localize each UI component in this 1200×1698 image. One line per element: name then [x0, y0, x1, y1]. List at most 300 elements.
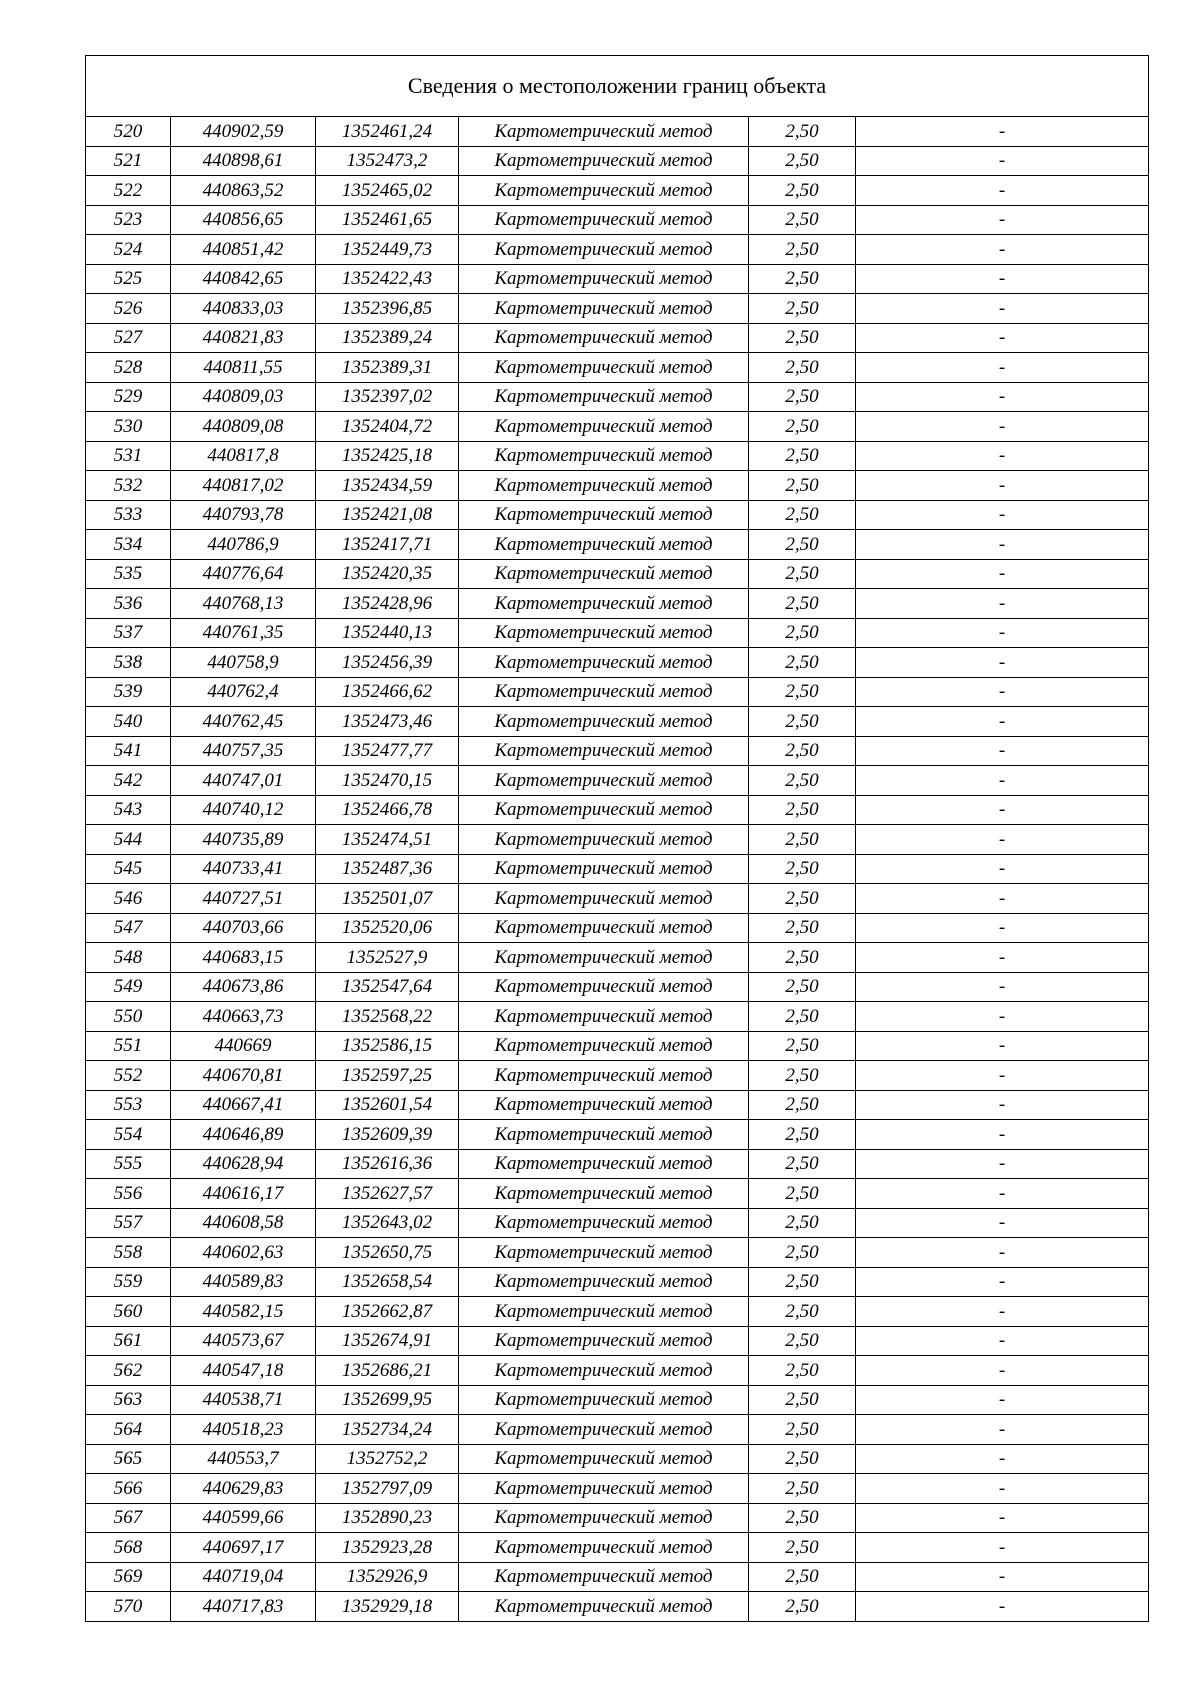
accuracy-cell: 2,50 [749, 648, 856, 678]
y-coordinate-cell: 1352473,46 [316, 707, 459, 737]
table-row [86, 235, 1149, 265]
note-cell: - [856, 943, 1149, 973]
method-cell: Картометрический метод [459, 854, 749, 884]
table-row [86, 825, 1149, 855]
accuracy-cell: 2,50 [749, 1267, 856, 1297]
table-title-row [86, 56, 1149, 117]
table-row [86, 1385, 1149, 1415]
point-number-cell: 548 [86, 943, 171, 973]
point-number-cell: 542 [86, 766, 171, 796]
table-row [86, 707, 1149, 737]
table-row [86, 1031, 1149, 1061]
y-coordinate-cell: 1352520,06 [316, 913, 459, 943]
note-cell: - [856, 1444, 1149, 1474]
y-coordinate-cell: 1352425,18 [316, 441, 459, 471]
method-cell: Картометрический метод [459, 1415, 749, 1445]
accuracy-cell: 2,50 [749, 1592, 856, 1622]
method-cell: Картометрический метод [459, 972, 749, 1002]
method-cell: Картометрический метод [459, 1503, 749, 1533]
note-cell: - [856, 382, 1149, 412]
point-number-cell: 544 [86, 825, 171, 855]
note-cell: - [856, 176, 1149, 206]
method-cell: Картометрический метод [459, 1061, 749, 1091]
note-cell: - [856, 648, 1149, 678]
y-coordinate-cell: 1352797,09 [316, 1474, 459, 1504]
method-cell: Картометрический метод [459, 589, 749, 619]
note-cell: - [856, 1238, 1149, 1268]
point-number-cell: 551 [86, 1031, 171, 1061]
point-number-cell: 531 [86, 441, 171, 471]
x-coordinate-cell: 440670,81 [171, 1061, 316, 1091]
y-coordinate-cell: 1352461,24 [316, 117, 459, 147]
y-coordinate-cell: 1352461,65 [316, 205, 459, 235]
accuracy-cell: 2,50 [749, 795, 856, 825]
table-row [86, 500, 1149, 530]
y-coordinate-cell: 1352396,85 [316, 294, 459, 324]
x-coordinate-cell: 440616,17 [171, 1179, 316, 1209]
x-coordinate-cell: 440762,4 [171, 677, 316, 707]
accuracy-cell: 2,50 [749, 825, 856, 855]
note-cell: - [856, 677, 1149, 707]
point-number-cell: 537 [86, 618, 171, 648]
note-cell: - [856, 1179, 1149, 1209]
point-number-cell: 527 [86, 323, 171, 353]
method-cell: Картометрический метод [459, 412, 749, 442]
y-coordinate-cell: 1352527,9 [316, 943, 459, 973]
accuracy-cell: 2,50 [749, 500, 856, 530]
method-cell: Картометрический метод [459, 1238, 749, 1268]
y-coordinate-cell: 1352686,21 [316, 1356, 459, 1386]
x-coordinate-cell: 440786,9 [171, 530, 316, 560]
y-coordinate-cell: 1352420,35 [316, 559, 459, 589]
x-coordinate-cell: 440842,65 [171, 264, 316, 294]
note-cell: - [856, 235, 1149, 265]
y-coordinate-cell: 1352404,72 [316, 412, 459, 442]
point-number-cell: 549 [86, 972, 171, 1002]
point-number-cell: 532 [86, 471, 171, 501]
note-cell: - [856, 884, 1149, 914]
accuracy-cell: 2,50 [749, 707, 856, 737]
x-coordinate-cell: 440762,45 [171, 707, 316, 737]
x-coordinate-cell: 440747,01 [171, 766, 316, 796]
point-number-cell: 528 [86, 353, 171, 383]
method-cell: Картометрический метод [459, 323, 749, 353]
x-coordinate-cell: 440817,02 [171, 471, 316, 501]
y-coordinate-cell: 1352752,2 [316, 1444, 459, 1474]
y-coordinate-cell: 1352926,9 [316, 1562, 459, 1592]
point-number-cell: 547 [86, 913, 171, 943]
y-coordinate-cell: 1352658,54 [316, 1267, 459, 1297]
table-row [86, 1208, 1149, 1238]
accuracy-cell: 2,50 [749, 1356, 856, 1386]
accuracy-cell: 2,50 [749, 618, 856, 648]
x-coordinate-cell: 440863,52 [171, 176, 316, 206]
accuracy-cell: 2,50 [749, 117, 856, 147]
y-coordinate-cell: 1352627,57 [316, 1179, 459, 1209]
table-row [86, 1503, 1149, 1533]
accuracy-cell: 2,50 [749, 972, 856, 1002]
point-number-cell: 556 [86, 1179, 171, 1209]
x-coordinate-cell: 440740,12 [171, 795, 316, 825]
method-cell: Картометрический метод [459, 1208, 749, 1238]
note-cell: - [856, 766, 1149, 796]
point-number-cell: 524 [86, 235, 171, 265]
x-coordinate-cell: 440776,64 [171, 559, 316, 589]
table-row [86, 1444, 1149, 1474]
accuracy-cell: 2,50 [749, 1474, 856, 1504]
table-row [86, 323, 1149, 353]
y-coordinate-cell: 1352389,31 [316, 353, 459, 383]
accuracy-cell: 2,50 [749, 1061, 856, 1091]
method-cell: Картометрический метод [459, 913, 749, 943]
x-coordinate-cell: 440599,66 [171, 1503, 316, 1533]
point-number-cell: 521 [86, 146, 171, 176]
point-number-cell: 552 [86, 1061, 171, 1091]
method-cell: Картометрический метод [459, 1267, 749, 1297]
accuracy-cell: 2,50 [749, 205, 856, 235]
table-row [86, 471, 1149, 501]
method-cell: Картометрический метод [459, 235, 749, 265]
x-coordinate-cell: 440821,83 [171, 323, 316, 353]
note-cell: - [856, 1356, 1149, 1386]
accuracy-cell: 2,50 [749, 913, 856, 943]
accuracy-cell: 2,50 [749, 176, 856, 206]
accuracy-cell: 2,50 [749, 1562, 856, 1592]
method-cell: Картометрический метод [459, 1120, 749, 1150]
method-cell: Картометрический метод [459, 264, 749, 294]
table-row [86, 972, 1149, 1002]
note-cell: - [856, 353, 1149, 383]
method-cell: Картометрический метод [459, 500, 749, 530]
method-cell: Картометрический метод [459, 1474, 749, 1504]
x-coordinate-cell: 440547,18 [171, 1356, 316, 1386]
point-number-cell: 538 [86, 648, 171, 678]
note-cell: - [856, 1503, 1149, 1533]
x-coordinate-cell: 440589,83 [171, 1267, 316, 1297]
accuracy-cell: 2,50 [749, 1208, 856, 1238]
accuracy-cell: 2,50 [749, 235, 856, 265]
y-coordinate-cell: 1352474,51 [316, 825, 459, 855]
accuracy-cell: 2,50 [749, 766, 856, 796]
point-number-cell: 553 [86, 1090, 171, 1120]
note-cell: - [856, 1385, 1149, 1415]
accuracy-cell: 2,50 [749, 1415, 856, 1445]
y-coordinate-cell: 1352487,36 [316, 854, 459, 884]
y-coordinate-cell: 1352466,78 [316, 795, 459, 825]
point-number-cell: 567 [86, 1503, 171, 1533]
note-cell: - [856, 1090, 1149, 1120]
table-row [86, 1238, 1149, 1268]
note-cell: - [856, 913, 1149, 943]
x-coordinate-cell: 440602,63 [171, 1238, 316, 1268]
table-row [86, 736, 1149, 766]
y-coordinate-cell: 1352466,62 [316, 677, 459, 707]
x-coordinate-cell: 440608,58 [171, 1208, 316, 1238]
method-cell: Картометрический метод [459, 117, 749, 147]
table-row [86, 441, 1149, 471]
y-coordinate-cell: 1352568,22 [316, 1002, 459, 1032]
x-coordinate-cell: 440663,73 [171, 1002, 316, 1032]
table-row [86, 1562, 1149, 1592]
x-coordinate-cell: 440851,42 [171, 235, 316, 265]
method-cell: Картометрический метод [459, 471, 749, 501]
y-coordinate-cell: 1352597,25 [316, 1061, 459, 1091]
method-cell: Картометрический метод [459, 1385, 749, 1415]
point-number-cell: 569 [86, 1562, 171, 1592]
table-row [86, 1002, 1149, 1032]
accuracy-cell: 2,50 [749, 471, 856, 501]
point-number-cell: 530 [86, 412, 171, 442]
table-row [86, 1533, 1149, 1563]
x-coordinate-cell: 440898,61 [171, 146, 316, 176]
accuracy-cell: 2,50 [749, 353, 856, 383]
point-number-cell: 554 [86, 1120, 171, 1150]
table-row [86, 1090, 1149, 1120]
y-coordinate-cell: 1352734,24 [316, 1415, 459, 1445]
y-coordinate-cell: 1352616,36 [316, 1149, 459, 1179]
accuracy-cell: 2,50 [749, 441, 856, 471]
y-coordinate-cell: 1352643,02 [316, 1208, 459, 1238]
method-cell: Картометрический метод [459, 353, 749, 383]
accuracy-cell: 2,50 [749, 530, 856, 560]
table-body [86, 117, 1149, 1622]
method-cell: Картометрический метод [459, 1002, 749, 1032]
x-coordinate-cell: 440628,94 [171, 1149, 316, 1179]
accuracy-cell: 2,50 [749, 559, 856, 589]
table-row [86, 1326, 1149, 1356]
point-number-cell: 558 [86, 1238, 171, 1268]
y-coordinate-cell: 1352923,28 [316, 1533, 459, 1563]
accuracy-cell: 2,50 [749, 382, 856, 412]
point-number-cell: 522 [86, 176, 171, 206]
note-cell: - [856, 412, 1149, 442]
method-cell: Картометрический метод [459, 736, 749, 766]
x-coordinate-cell: 440833,03 [171, 294, 316, 324]
note-cell: - [856, 1267, 1149, 1297]
note-cell: - [856, 1061, 1149, 1091]
table-row [86, 1061, 1149, 1091]
method-cell: Картометрический метод [459, 441, 749, 471]
point-number-cell: 529 [86, 382, 171, 412]
point-number-cell: 533 [86, 500, 171, 530]
point-number-cell: 560 [86, 1297, 171, 1327]
table-row [86, 884, 1149, 914]
table-row [86, 1474, 1149, 1504]
accuracy-cell: 2,50 [749, 1326, 856, 1356]
point-number-cell: 525 [86, 264, 171, 294]
table-row [86, 589, 1149, 619]
x-coordinate-cell: 440733,41 [171, 854, 316, 884]
method-cell: Картометрический метод [459, 382, 749, 412]
y-coordinate-cell: 1352662,87 [316, 1297, 459, 1327]
accuracy-cell: 2,50 [749, 589, 856, 619]
table-row [86, 1120, 1149, 1150]
note-cell: - [856, 825, 1149, 855]
method-cell: Картометрический метод [459, 1031, 749, 1061]
table-row [86, 618, 1149, 648]
method-cell: Картометрический метод [459, 294, 749, 324]
point-number-cell: 559 [86, 1267, 171, 1297]
accuracy-cell: 2,50 [749, 1090, 856, 1120]
accuracy-cell: 2,50 [749, 412, 856, 442]
point-number-cell: 563 [86, 1385, 171, 1415]
table-row [86, 382, 1149, 412]
method-cell: Картометрический метод [459, 1179, 749, 1209]
note-cell: - [856, 559, 1149, 589]
y-coordinate-cell: 1352465,02 [316, 176, 459, 206]
table-row [86, 294, 1149, 324]
y-coordinate-cell: 1352890,23 [316, 1503, 459, 1533]
accuracy-cell: 2,50 [749, 884, 856, 914]
accuracy-cell: 2,50 [749, 1533, 856, 1563]
point-number-cell: 550 [86, 1002, 171, 1032]
note-cell: - [856, 1149, 1149, 1179]
table-row [86, 1356, 1149, 1386]
x-coordinate-cell: 440518,23 [171, 1415, 316, 1445]
note-cell: - [856, 795, 1149, 825]
point-number-cell: 562 [86, 1356, 171, 1386]
method-cell: Картометрический метод [459, 1149, 749, 1179]
y-coordinate-cell: 1352586,15 [316, 1031, 459, 1061]
x-coordinate-cell: 440727,51 [171, 884, 316, 914]
note-cell: - [856, 500, 1149, 530]
note-cell: - [856, 1533, 1149, 1563]
boundary-table [85, 55, 1149, 1622]
accuracy-cell: 2,50 [749, 1149, 856, 1179]
method-cell: Картометрический метод [459, 559, 749, 589]
point-number-cell: 539 [86, 677, 171, 707]
method-cell: Картометрический метод [459, 884, 749, 914]
x-coordinate-cell: 440538,71 [171, 1385, 316, 1415]
point-number-cell: 526 [86, 294, 171, 324]
y-coordinate-cell: 1352389,24 [316, 323, 459, 353]
x-coordinate-cell: 440629,83 [171, 1474, 316, 1504]
point-number-cell: 570 [86, 1592, 171, 1622]
point-number-cell: 523 [86, 205, 171, 235]
note-cell: - [856, 146, 1149, 176]
table-row [86, 264, 1149, 294]
note-cell: - [856, 618, 1149, 648]
x-coordinate-cell: 440719,04 [171, 1562, 316, 1592]
y-coordinate-cell: 1352422,43 [316, 264, 459, 294]
x-coordinate-cell: 440667,41 [171, 1090, 316, 1120]
x-coordinate-cell: 440809,08 [171, 412, 316, 442]
point-number-cell: 561 [86, 1326, 171, 1356]
note-cell: - [856, 736, 1149, 766]
table-row [86, 1179, 1149, 1209]
x-coordinate-cell: 440768,13 [171, 589, 316, 619]
note-cell: - [856, 1297, 1149, 1327]
table-row [86, 530, 1149, 560]
table-row [86, 1149, 1149, 1179]
method-cell: Картометрический метод [459, 648, 749, 678]
accuracy-cell: 2,50 [749, 736, 856, 766]
y-coordinate-cell: 1352473,2 [316, 146, 459, 176]
x-coordinate-cell: 440809,03 [171, 382, 316, 412]
x-coordinate-cell: 440856,65 [171, 205, 316, 235]
note-cell: - [856, 1031, 1149, 1061]
x-coordinate-cell: 440735,89 [171, 825, 316, 855]
accuracy-cell: 2,50 [749, 146, 856, 176]
accuracy-cell: 2,50 [749, 1120, 856, 1150]
method-cell: Картометрический метод [459, 1444, 749, 1474]
y-coordinate-cell: 1352434,59 [316, 471, 459, 501]
method-cell: Картометрический метод [459, 1326, 749, 1356]
y-coordinate-cell: 1352501,07 [316, 884, 459, 914]
method-cell: Картометрический метод [459, 618, 749, 648]
point-number-cell: 566 [86, 1474, 171, 1504]
method-cell: Картометрический метод [459, 766, 749, 796]
x-coordinate-cell: 440811,55 [171, 353, 316, 383]
method-cell: Картометрический метод [459, 1562, 749, 1592]
note-cell: - [856, 117, 1149, 147]
x-coordinate-cell: 440646,89 [171, 1120, 316, 1150]
accuracy-cell: 2,50 [749, 1503, 856, 1533]
x-coordinate-cell: 440761,35 [171, 618, 316, 648]
table-row [86, 146, 1149, 176]
table-row [86, 176, 1149, 206]
note-cell: - [856, 854, 1149, 884]
accuracy-cell: 2,50 [749, 1385, 856, 1415]
point-number-cell: 565 [86, 1444, 171, 1474]
point-number-cell: 546 [86, 884, 171, 914]
point-number-cell: 545 [86, 854, 171, 884]
note-cell: - [856, 1002, 1149, 1032]
accuracy-cell: 2,50 [749, 1444, 856, 1474]
table-row [86, 943, 1149, 973]
y-coordinate-cell: 1352929,18 [316, 1592, 459, 1622]
y-coordinate-cell: 1352547,64 [316, 972, 459, 1002]
point-number-cell: 540 [86, 707, 171, 737]
table-row [86, 353, 1149, 383]
table-row [86, 559, 1149, 589]
table-row [86, 1592, 1149, 1622]
point-number-cell: 541 [86, 736, 171, 766]
method-cell: Картометрический метод [459, 795, 749, 825]
table-row [86, 1267, 1149, 1297]
x-coordinate-cell: 440703,66 [171, 913, 316, 943]
note-cell: - [856, 1208, 1149, 1238]
point-number-cell: 520 [86, 117, 171, 147]
point-number-cell: 564 [86, 1415, 171, 1445]
point-number-cell: 555 [86, 1149, 171, 1179]
point-number-cell: 568 [86, 1533, 171, 1563]
note-cell: - [856, 294, 1149, 324]
y-coordinate-cell: 1352449,73 [316, 235, 459, 265]
y-coordinate-cell: 1352674,91 [316, 1326, 459, 1356]
y-coordinate-cell: 1352428,96 [316, 589, 459, 619]
x-coordinate-cell: 440697,17 [171, 1533, 316, 1563]
y-coordinate-cell: 1352470,15 [316, 766, 459, 796]
accuracy-cell: 2,50 [749, 294, 856, 324]
table-row [86, 677, 1149, 707]
note-cell: - [856, 707, 1149, 737]
method-cell: Картометрический метод [459, 1090, 749, 1120]
table-row [86, 766, 1149, 796]
method-cell: Картометрический метод [459, 176, 749, 206]
note-cell: - [856, 1120, 1149, 1150]
method-cell: Картометрический метод [459, 1592, 749, 1622]
x-coordinate-cell: 440817,8 [171, 441, 316, 471]
x-coordinate-cell: 440582,15 [171, 1297, 316, 1327]
x-coordinate-cell: 440793,78 [171, 500, 316, 530]
point-number-cell: 534 [86, 530, 171, 560]
accuracy-cell: 2,50 [749, 1002, 856, 1032]
y-coordinate-cell: 1352601,54 [316, 1090, 459, 1120]
point-number-cell: 543 [86, 795, 171, 825]
x-coordinate-cell: 440673,86 [171, 972, 316, 1002]
y-coordinate-cell: 1352650,75 [316, 1238, 459, 1268]
